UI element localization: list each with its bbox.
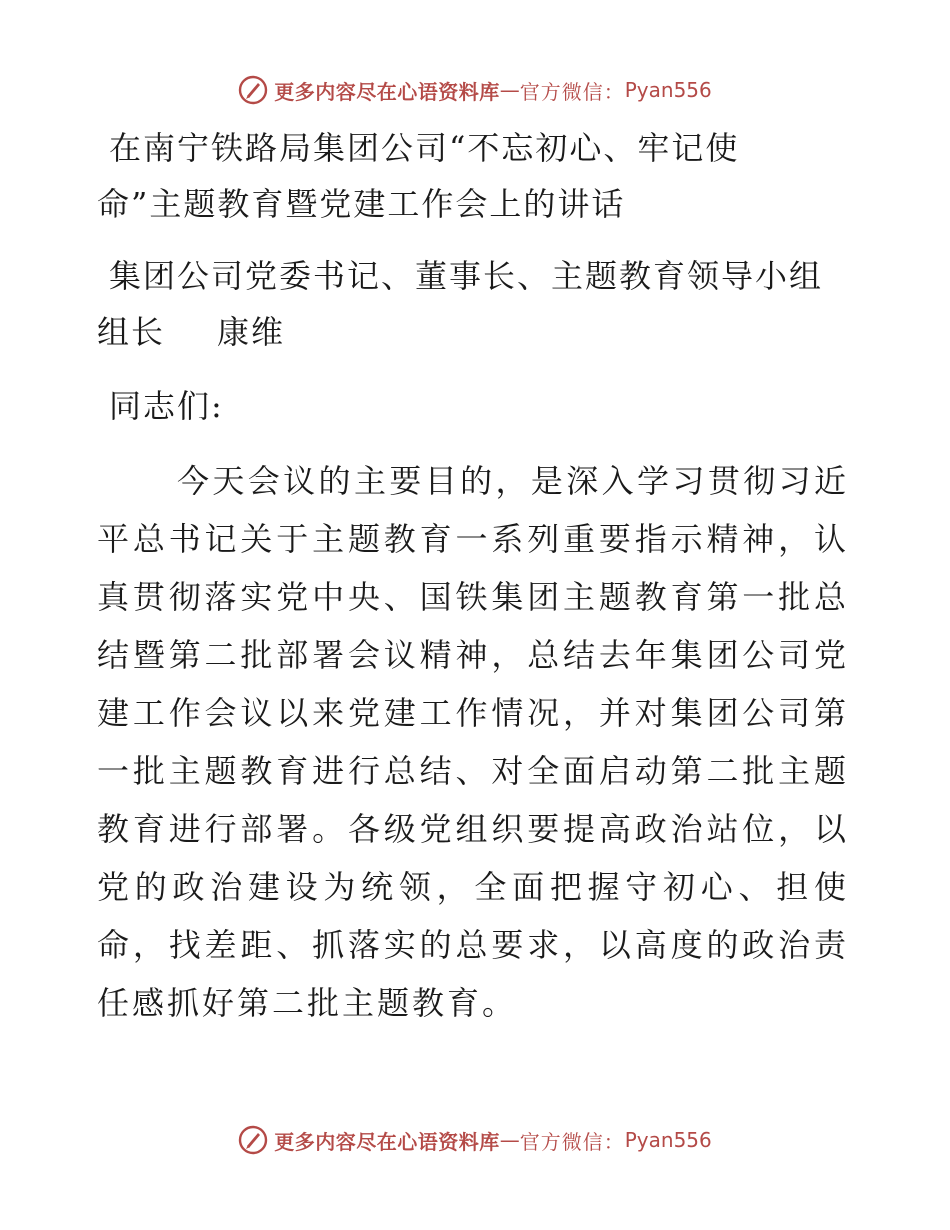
quill-pen-circle-icon bbox=[238, 1125, 268, 1155]
title-line-1: 在南宁铁路局集团公司“不忘初心、牢记使 bbox=[109, 129, 740, 167]
watermark-text: 更多内容尽在心语资料库 bbox=[274, 79, 500, 104]
title-line-2: 命”主题教育暨党建工作会上的讲话 bbox=[97, 185, 626, 223]
speaker-role-tail-line bbox=[97, 304, 857, 360]
watermark-wechat-label: 官方微信： bbox=[519, 1129, 625, 1154]
document-body bbox=[97, 120, 857, 1064]
speaker-byline bbox=[97, 248, 857, 360]
watermark-text: 更多内容尽在心语资料库 bbox=[274, 1129, 500, 1154]
body-paragraph: 今天会议的主要目的，是深入学习贯彻习近平总书记关于主题教育一系列重要指示精神，认真贯彻落实党中央、国铁集团主题教育第一批总结暨第二批部署会议精神，总结去年集团公司党建工作会议以来党建工作情况，并对集团公司第一批主题教育进行总结、对全面启动第二批主题教育进行部署。各级党组织要提高政治站位，以党的政治建设为统领，全面把握守初心、担使命，找差距、抓落实的总要求，以高度的政治责任感抓好第二批主题教育。 bbox=[97, 462, 849, 1022]
watermark-wechat-id: Pyan556 bbox=[624, 1128, 712, 1152]
quill-pen-circle-icon bbox=[238, 75, 268, 105]
header-watermark bbox=[0, 70, 950, 110]
watermark-dash: — bbox=[499, 78, 520, 102]
speaker-name: 康维 bbox=[217, 313, 286, 351]
footer-watermark bbox=[0, 1120, 950, 1160]
document-title bbox=[97, 120, 829, 232]
speaker-role-tail: 组长 bbox=[97, 313, 166, 351]
watermark-wechat-label: 官方微信： bbox=[519, 79, 625, 104]
salutation: 同志们: bbox=[109, 387, 224, 425]
watermark-wechat-id: Pyan556 bbox=[624, 78, 712, 102]
watermark-dash: — bbox=[499, 1128, 520, 1152]
speaker-role: 集团公司党委书记、董事长、主题教育领导小组 bbox=[109, 257, 824, 295]
